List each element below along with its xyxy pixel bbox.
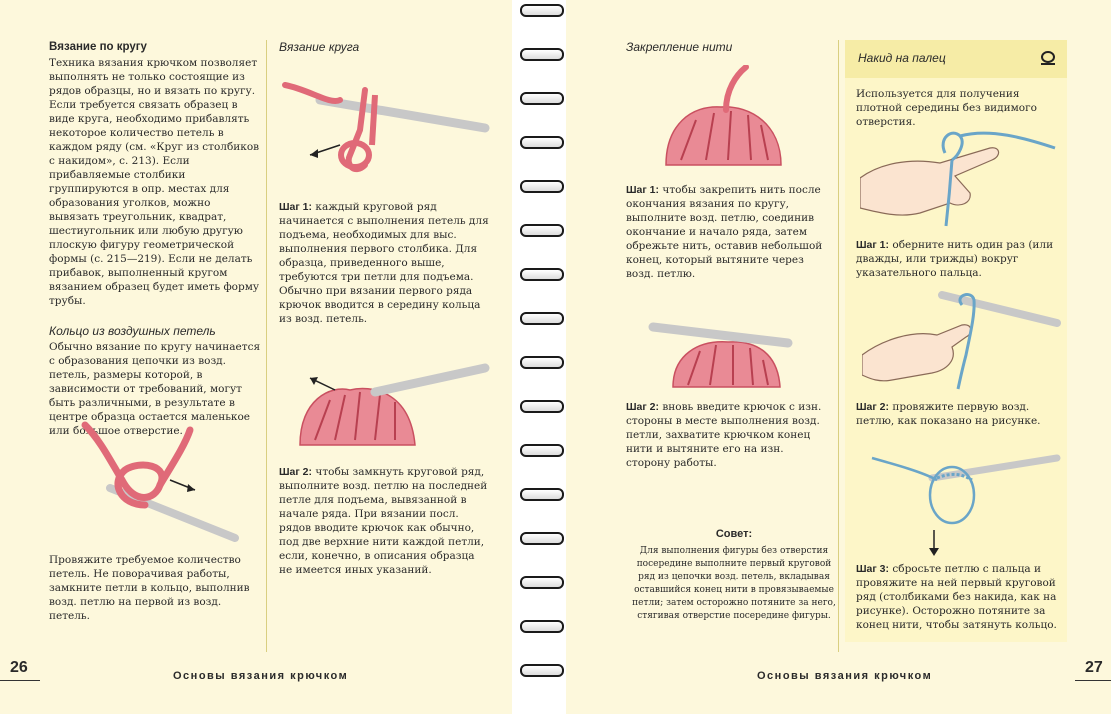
ring <box>520 268 564 281</box>
left-col1 <box>49 40 261 438</box>
hand-step1-illustration <box>860 118 1060 228</box>
ring <box>520 4 564 17</box>
section-heading: Закрепление нити <box>626 40 733 54</box>
ring <box>520 400 564 413</box>
ring <box>520 356 564 369</box>
fasten-step2-illustration <box>648 315 818 390</box>
page-footer: Основы вязания крючком <box>757 670 933 682</box>
tip-box <box>632 528 836 623</box>
left-page <box>0 0 512 714</box>
step1-text: чтобы закрепить нить после окончания вязания по кругу, выполните возд. петлю, соединив окончание и начало ряда, затем обрежьте нить, оставив небольшой конец, который вытяните через возд. петлю. <box>626 184 823 280</box>
sidebar-step1 <box>856 238 1066 280</box>
section-heading: Вязание по кругу <box>49 41 147 53</box>
ring <box>520 576 564 589</box>
sidebar-intro-text: Используется для получения плотной середины без видимого отверстия. <box>856 88 1037 128</box>
left-col2 <box>279 40 491 56</box>
ring <box>520 664 564 677</box>
step1-illustration <box>280 70 495 190</box>
step2-text: чтобы замкнуть круговой ряд, выполните возд. петлю на последней петле для подъема, вывязанной в начале ряда. При вязании посл. рядов вводите крючок как обычно, под две верхние нити каждой петли, если, конечно, в описания образца не имеется иных указаний. <box>279 466 488 576</box>
tip-title: Совет: <box>715 528 753 540</box>
footer-rule <box>1075 680 1111 681</box>
ring <box>520 532 564 545</box>
sidebar-step3 <box>856 562 1066 632</box>
step1-text: оберните нить один раз (или дважды, или трижды) вокруг указательного пальца. <box>856 239 1054 279</box>
ring <box>520 92 564 105</box>
step2-label: Шаг 2: <box>279 466 313 478</box>
ring <box>520 48 564 61</box>
step1-label: Шаг 1: <box>856 239 890 251</box>
fasten-step1 <box>626 183 831 281</box>
step3-label: Шаг 3: <box>856 563 890 575</box>
step1-label: Шаг 1: <box>626 184 660 196</box>
ring-paragraph: Обычно вязание по кругу начинается с образования цепочки из возд. петель, размеры которой, в зависимости от требований, могут быть различными, в результате в центре образца остается маленькое или большое отверстие. <box>49 341 261 437</box>
step2-text: вновь введите крючок с изн. стороны в месте выполнения возд. петли, захватите крючком конец нити и вытяните его на изн. сторону работы. <box>626 401 822 469</box>
subheading: Кольцо из воздушных петель <box>49 324 216 338</box>
step3-text: сбросьте петлю с пальца и провяжите на ней первый круговой ряд (столбиками без накида, как на рисунке). Осторожно потяните за конец нити, чтобы затянуть кольцо. <box>856 563 1057 631</box>
sidebar-step2 <box>856 400 1066 428</box>
ring <box>520 136 564 149</box>
ring-symbol-icon <box>1038 48 1058 68</box>
ring-caption <box>49 553 261 623</box>
caption-text: Провяжите требуемое количество петель. Не поворачивая работы, замкните петли в кольцо, выполнив возд. петлю на первой из возд. петель. <box>49 554 250 622</box>
left-step2 <box>279 465 491 577</box>
step1-text: каждый круговой ряд начинается с выполнения петель для подъема, необходимых для выс. выполнения первого столбика. Для образца, приведенного выше, требуются три петли для подъема. Обычно при вязании первого ряда крючок вводится в середину кольца из возд. петель. <box>279 201 489 325</box>
step2-text: провяжите первую возд. петлю, как показано на рисунке. <box>856 401 1041 427</box>
ring-illustration <box>60 410 250 550</box>
step2-label: Шаг 2: <box>626 401 660 413</box>
right-col1 <box>626 40 831 56</box>
fasten-step2 <box>626 400 831 470</box>
ring <box>520 444 564 457</box>
ring <box>520 488 564 501</box>
footer-rule <box>0 680 40 681</box>
sidebar-heading: Накид на палец <box>858 51 946 65</box>
tip-text: Для выполнения фигуры без отверстия посередине выполните первый круговой ряд из цепочки возд. петель, вкладывая оставшийся конец нити в провязываемые петли; затем осторожно потяните за него, стягивая отверстие посередине фигуры. <box>632 546 836 621</box>
fasten-step1-illustration <box>656 65 796 175</box>
page-number: 26 <box>10 659 28 676</box>
step3-illustration <box>862 450 1062 560</box>
intro-paragraph: Техника вязания крючком позволяет выполнять не только состоящие из рядов образцы, но и вязать по кругу. Если требуется связать образец в виде круга, необходимо прибавлять некоторое количество петель в каждом ряду (см. «Круг из столбиков с накидом», с. 213). Если прибавляемые столбики группируются в опр. местах для образования уголков, можно вывязать треугольник, квадрат, шестиугольник или любую другую плоскую фигуру геометрической формы (с. 215—219). Если не делать прибавок, выполненный кругом вязанием образец будет иметь форму трубы. <box>49 57 260 307</box>
left-step1 <box>279 200 491 326</box>
page-number: 27 <box>1085 659 1103 676</box>
ring <box>520 224 564 237</box>
page-footer: Основы вязания крючком <box>173 670 349 682</box>
ring <box>520 312 564 325</box>
ring <box>520 620 564 633</box>
section-heading: Вязание круга <box>279 40 360 54</box>
column-divider <box>838 40 839 652</box>
column-divider <box>266 40 267 652</box>
spiral-binding <box>512 0 566 714</box>
step2-illustration <box>290 360 495 455</box>
hand-step2-illustration <box>862 285 1062 390</box>
step2-label: Шаг 2: <box>856 401 890 413</box>
step1-label: Шаг 1: <box>279 201 313 213</box>
ring <box>520 180 564 193</box>
